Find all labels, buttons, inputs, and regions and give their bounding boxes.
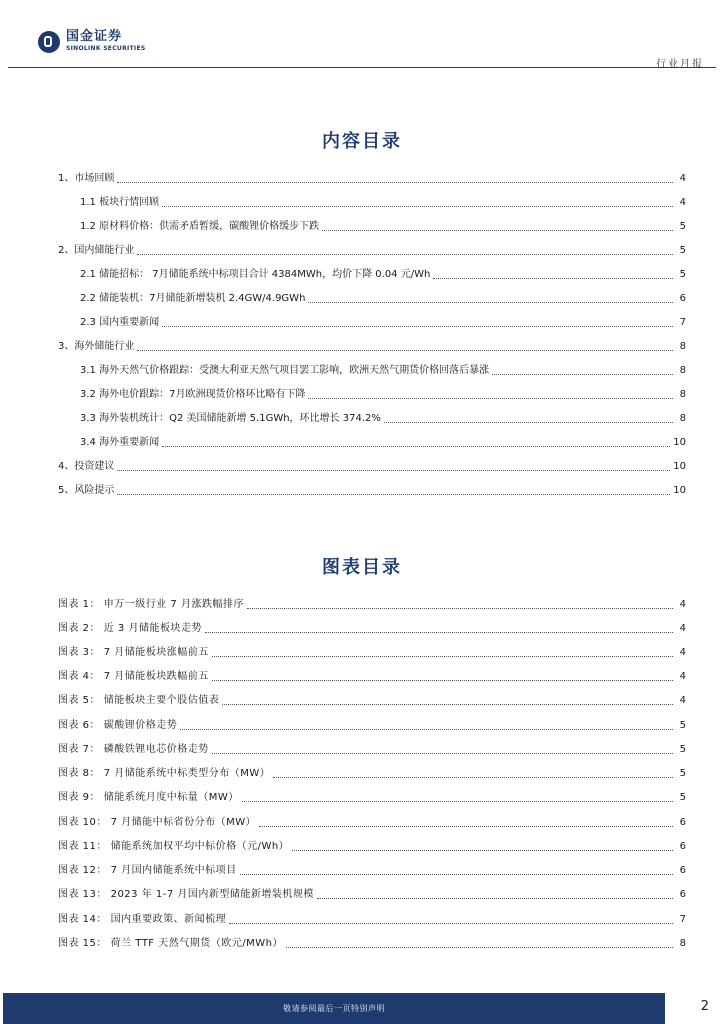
- figure-entry-label: 图表 14： 国内重要政策、新闻梳理: [58, 914, 227, 925]
- figure-entry[interactable]: [58, 670, 686, 684]
- toc-entry-label: 2、国内储能行业: [58, 245, 135, 256]
- toc-entry-page: 7: [679, 317, 686, 328]
- toc-entry-page: 8: [679, 413, 686, 424]
- toc-entry-label: 2.1 储能招标： 7月储能系统中标项目合计 4384MWh，均价下降 0.04 元/Wh: [80, 269, 431, 280]
- figure-entry[interactable]: [58, 646, 686, 660]
- toc-entry-page: 8: [679, 365, 686, 376]
- toc-entry-page: 5: [679, 221, 686, 232]
- figure-entry-page: 6: [679, 865, 686, 876]
- figure-entry-label: 图表 12： 7 月国内储能系统中标项目: [58, 865, 237, 876]
- toc-entry-label: 3.3 海外装机统计：Q2 美国储能新增 5.1GWh，环比增长 374.2%: [80, 413, 381, 424]
- figure-entry-page: 6: [679, 841, 686, 852]
- figure-entry[interactable]: [58, 840, 686, 854]
- figure-entry-page: 7: [679, 914, 686, 925]
- toc-title: 内容目录: [322, 131, 402, 152]
- figure-entry[interactable]: [58, 694, 686, 708]
- company-name-cn: 国金证券: [66, 29, 123, 44]
- toc-entry-label: 5、风险提示: [58, 485, 115, 496]
- figure-entry[interactable]: [58, 864, 686, 878]
- toc-entry-page: 8: [679, 389, 686, 400]
- toc-entry-page: 4: [679, 197, 686, 208]
- figure-entry-page: 6: [679, 817, 686, 828]
- figure-entry[interactable]: [58, 791, 686, 805]
- figure-entry[interactable]: [58, 816, 686, 830]
- toc-entry-label: 3.4 海外重要新闻: [80, 437, 160, 448]
- toc-entry-page: 10: [673, 461, 686, 472]
- figure-entry-page: 6: [679, 889, 686, 900]
- figure-entry[interactable]: [58, 719, 686, 733]
- figure-entry-page: 4: [679, 599, 686, 610]
- figure-entry-label: 图表 13： 2023 年 1-7 月国内新型储能新增装机规模: [58, 889, 314, 900]
- figure-entry-label: 图表 9： 储能系统月度中标量（MW）: [58, 792, 239, 803]
- figure-entry-label: 图表 11： 储能系统加权平均中标价格（元/Wh）: [58, 841, 290, 852]
- toc-entry[interactable]: [80, 316, 686, 330]
- figure-entry-page: 5: [679, 792, 686, 803]
- toc-entry-label: 2.2 储能装机：7月储能新增装机 2.4GW/4.9GWh: [80, 293, 306, 304]
- toc-entry-label: 1.1 板块行情回顾: [80, 197, 160, 208]
- toc-entry-label: 4、投资建议: [58, 461, 115, 472]
- toc-entry[interactable]: [58, 172, 686, 186]
- figure-entry-label: 图表 2： 近 3 月储能板块走势: [58, 623, 202, 634]
- toc-entry-page: 10: [673, 485, 686, 496]
- toc-entry-page: 8: [679, 341, 686, 352]
- figure-entry[interactable]: [58, 743, 686, 757]
- figure-entry[interactable]: [58, 622, 686, 636]
- toc-entry[interactable]: [80, 220, 686, 234]
- toc-entry-page: 10: [673, 437, 686, 448]
- figure-entry-page: 5: [679, 744, 686, 755]
- figure-entry[interactable]: [58, 888, 686, 902]
- footer-bar: [3, 993, 665, 1024]
- figures-title: 图表目录: [322, 557, 402, 578]
- toc-entry-page: 5: [679, 245, 686, 256]
- figure-entry-page: 8: [679, 938, 686, 949]
- figure-entry-label: 图表 6： 碳酸锂价格走势: [58, 720, 178, 731]
- toc-entry[interactable]: [58, 460, 686, 474]
- figure-entry-page: 4: [679, 695, 686, 706]
- toc-entry-label: 1.2 原材料价格：供需矛盾暂缓，碳酸锂价格缓步下跌: [80, 221, 320, 232]
- figure-entry-label: 图表 7： 磷酸铁锂电芯价格走势: [58, 744, 209, 755]
- report-type: 行业月报: [656, 59, 704, 70]
- toc-entry[interactable]: [80, 412, 686, 426]
- figure-entry-label: 图表 10： 7 月储能中标省份分布（MW）: [58, 817, 257, 828]
- toc-entry-label: 3.2 海外电价跟踪：7月欧洲现货价格环比略有下降: [80, 389, 306, 400]
- figure-entry-page: 5: [679, 768, 686, 779]
- toc-entry-page: 4: [679, 173, 686, 184]
- figure-entry[interactable]: [58, 937, 686, 951]
- figure-entry-page: 4: [679, 623, 686, 634]
- header-divider: [8, 67, 716, 68]
- toc-entry[interactable]: [80, 388, 686, 402]
- toc-entry[interactable]: [80, 364, 686, 378]
- toc-entry[interactable]: [58, 340, 686, 354]
- toc-entry-page: 6: [679, 293, 686, 304]
- figure-entry-label: 图表 1： 申万一级行业 7 月涨跌幅排序: [58, 599, 244, 610]
- figure-entry-label: 图表 5： 储能板块主要个股估值表: [58, 695, 220, 706]
- footer-disclaimer: 敬请参阅最后一页特别声明: [283, 1004, 385, 1013]
- toc-entry[interactable]: [80, 292, 686, 306]
- toc-entry[interactable]: [58, 244, 686, 258]
- toc-list: [58, 172, 686, 512]
- figure-entry[interactable]: [58, 598, 686, 612]
- toc-entry-page: 5: [679, 269, 686, 280]
- toc-entry[interactable]: [80, 436, 686, 450]
- toc-entry-label: 1、市场回顾: [58, 173, 115, 184]
- toc-entry-label: 3、海外储能行业: [58, 341, 135, 352]
- figures-list: [58, 598, 686, 958]
- toc-entry[interactable]: [80, 196, 686, 210]
- figure-entry-label: 图表 4： 7 月储能板块跌幅前五: [58, 671, 209, 682]
- toc-entry[interactable]: [80, 268, 686, 282]
- figure-entry-page: 4: [679, 671, 686, 682]
- page-number: 2: [700, 999, 709, 1014]
- toc-entry-label: 2.3 国内重要新闻: [80, 317, 160, 328]
- figure-entry-page: 5: [679, 720, 686, 731]
- figure-entry[interactable]: [58, 767, 686, 781]
- toc-entry[interactable]: [58, 484, 686, 498]
- toc-entry-label: 3.1 海外天然气价格跟踪：受澳大利亚天然气项目罢工影响，欧洲天然气期货价格回落后暴涨: [80, 365, 490, 376]
- figure-entry[interactable]: [58, 913, 686, 927]
- figure-entry-page: 4: [679, 647, 686, 658]
- figure-entry-label: 图表 3： 7 月储能板块涨幅前五: [58, 647, 209, 658]
- figure-entry-label: 图表 15： 荷兰 TTF 天然气期货（欧元/MWh）: [58, 938, 283, 949]
- company-logo: [38, 30, 145, 53]
- company-name-en: SINOLINK SECURITIES: [66, 45, 146, 52]
- figure-entry-label: 图表 8： 7 月储能系统中标类型分布（MW）: [58, 768, 271, 779]
- logo-icon: [38, 31, 60, 53]
